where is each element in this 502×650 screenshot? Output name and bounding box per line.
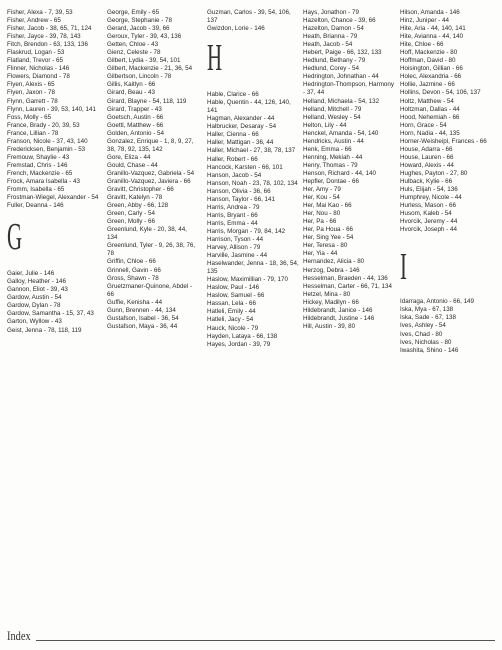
index-entry: House, Adarra - 66 (400, 145, 453, 153)
index-entry: Hancock, Karsten - 66, 101 (207, 163, 283, 171)
index-column-3 (207, 9, 299, 349)
index-entry: Henry, Thomas - 79 (303, 161, 358, 169)
index-entry: Gardow, Samantha - 15, 37, 43 (7, 310, 94, 318)
index-entry: Hvorcik, Jeremy - 44 (400, 218, 458, 226)
index-entry: Hagman, Alexander - 44 (207, 115, 275, 123)
footer-index-label: Index (7, 628, 31, 643)
index-entry: Heath, Jacob - 54 (303, 41, 353, 49)
index-entry: Harvey, Allison - 79 (207, 244, 261, 252)
index-entry: Hays, Jonathon - 79 (303, 9, 359, 16)
index-entry: Harville, Jasmine - 44 (207, 252, 268, 260)
index-entry: Flynn, Lauren - 39, 53, 140, 141 (7, 105, 96, 113)
index-entry: Iwashita, Shino - 146 (400, 346, 459, 354)
index-entry: Hvorcik, Joseph - 44 (400, 226, 457, 234)
index-column-1 (7, 9, 99, 335)
index-column-4 (303, 9, 395, 331)
index-entry: Gienz, Celeste - 78 (107, 49, 161, 57)
index-entry: Her, Yia - 44 (303, 250, 338, 258)
index-entry: Gardow, Dylan - 78 (7, 302, 61, 310)
index-entry: George, Emily - 65 (107, 9, 160, 16)
index-entry: Hite, Aria - 44, 140, 141 (400, 25, 466, 33)
index-entry: Goetsch, Austin - 66 (107, 113, 164, 121)
index-entry: Hetzel, Mina - 80 (303, 290, 351, 298)
index-entry: George, Stephanie - 78 (107, 17, 172, 25)
index-entry: Gross, Shawn - 78 (107, 274, 159, 282)
index-entry: Iska, Sade - 67, 138 (400, 314, 456, 322)
index-entry: Howard, Alexis - 44 (400, 161, 454, 169)
index-entry: Girard, Beau - 43 (107, 89, 155, 97)
index-entry: French, Mackenzie - 65 (7, 169, 73, 177)
index-entry: Fitch, Brendon - 63, 133, 136 (7, 41, 88, 49)
index-entry: Hesselman, Carter - 66, 71, 134 (303, 282, 392, 290)
index-entry: Holtzman, Dallas - 44 (400, 105, 460, 113)
index-entry: Henning, Mekiah - 44 (303, 153, 363, 161)
index-entry: Haller, Mattigan - 36, 44 (207, 139, 274, 147)
index-entry: Gaier, Julie - 146 (7, 270, 55, 278)
index-entry: Halbrucker, Desaray - 54 (207, 123, 277, 131)
index-entry: Getten, Chloe - 43 (107, 41, 159, 49)
index-entry: Hayden, Lataya - 66, 138 (207, 332, 278, 340)
index-entry: Hernandez, Alicia - 80 (303, 258, 365, 266)
index-entry: Humphrey, Nicole - 44 (400, 194, 462, 202)
index-entry: Holec, Alexandria - 66 (400, 73, 462, 81)
index-entry: Granillo-Vazquez, Javiera - 66 (107, 177, 191, 185)
index-entry: France, Lillian - 78 (7, 129, 59, 137)
footer-rule (36, 640, 495, 641)
index-entry: Hassan, Lela - 66 (207, 300, 256, 308)
index-entry: Fuller, Deanna - 146 (7, 202, 64, 210)
index-entry: Hepfler, Dontae - 66 (303, 177, 359, 185)
index-entry: Henckel, Amanda - 54, 140 (303, 129, 379, 137)
index-entry: Hedrington, Johnathan - 44 (303, 73, 379, 81)
index-entry: Haslow, Maximillian - 79, 170 (207, 276, 288, 284)
index-entry: Hood, Nehemiah - 66 (400, 113, 460, 121)
index-entry: Hauck, Nicole - 79 (207, 324, 259, 332)
index-entry: Heath, Brianna - 79 (303, 33, 358, 41)
index-entry: Hedlund, Bethany - 79 (303, 57, 366, 65)
index-entry: Fremouw, Shaylie - 43 (7, 153, 70, 161)
index-entry: Hinz, Juniper - 44 (400, 17, 449, 25)
index-entry: Hill, Austin - 39, 80 (303, 322, 356, 330)
index-entry: Harris, Morgan - 79, 84, 142 (207, 227, 286, 235)
index-entry: Gruetzmaner-Quinone, Abdel - 66 (107, 282, 193, 298)
index-entry: Flinner, Nicholas - 146 (7, 65, 70, 73)
index-entry: Greenlund, Kyle - 20, 38, 44, 134 (107, 226, 187, 242)
index-entry: Her, Mai Kao - 66 (303, 202, 352, 210)
index-entry: Iska, Mya - 67, 138 (400, 306, 454, 314)
index-entry: Haslow, Samuel - 66 (207, 292, 265, 300)
index-entry: Hanson, Jacob - 54 (207, 171, 262, 179)
index-entry: Hulback, Kylie - 66 (400, 177, 453, 185)
index-entry: Gunn, Brennen - 44, 134 (107, 306, 176, 314)
index-entry: Gilbert, Lydia - 39, 54, 101 (107, 57, 181, 65)
index-entry: Green, Carly - 54 (107, 210, 155, 218)
index-entry: Guffie, Kenisha - 44 (107, 298, 163, 306)
index-entry: Gillis, Kaitlyn - 66 (107, 81, 156, 89)
index-entry: Gilbert, Mackenzie - 21, 36, 54 (107, 65, 193, 73)
index-entry: Flyen, Alexis - 65 (7, 81, 55, 89)
index-entry: Haselwander, Jenna - 18, 36, 54, 135 (207, 260, 299, 276)
index-entry: Gonzalez, Enrique - 1, 8, 9, 27, 38, 78, 92, 135, 142 (107, 137, 194, 153)
index-entry: Granillo-Vazquez, Gabriela - 54 (107, 169, 195, 177)
index-entry: Girard, Trapper - 43 (107, 105, 162, 113)
index-entry: Haller, Robert - 66 (207, 155, 258, 163)
index-entry: Haller, Cienna - 66 (207, 131, 259, 139)
index-entry: Geist, Jenna - 78, 118, 119 (7, 326, 82, 334)
index-entry: Flyen, Jaxon - 78 (7, 89, 55, 97)
index-entry: Ives, Nicholas - 80 (400, 338, 452, 346)
index-entry: Holtz, Matthew - 54 (400, 97, 454, 105)
index-entry: Foss, Molly - 65 (7, 113, 52, 121)
index-entry: Galloy, Heather - 146 (7, 278, 66, 286)
index-entry: Her, Teresa - 80 (303, 242, 348, 250)
index-entry: Fisher, Andrew - 65 (7, 17, 61, 25)
section-letter-i: I (400, 246, 407, 289)
index-entry: Geroux, Tyler - 39, 43, 136 (107, 33, 182, 41)
index-entry: Griffin, Chloe - 66 (107, 258, 156, 266)
index-entry: Hoffman, David - 80 (400, 57, 456, 65)
index-entry: Gould, Chase - 44 (107, 161, 158, 169)
index-entry: Her, Pa - 66 (303, 218, 337, 226)
index-entry: Gore, Eliza - 44 (107, 153, 151, 161)
index-entry: Horn, Grace - 54 (400, 121, 447, 129)
index-entry: Her, Amy - 79 (303, 186, 341, 194)
index-entry: Flatland, Trevor - 65 (7, 57, 63, 65)
index-entry: Girard, Blayne - 54, 118, 119 (107, 97, 187, 105)
index-entry: Hoisington, Gillian - 66 (400, 65, 463, 73)
index-entry: Hite, Avianna - 44, 140 (400, 33, 464, 41)
index-entry: Hollins, Devon - 54, 106, 137 (400, 89, 481, 97)
index-entry: Hilson, Amanda - 146 (400, 9, 460, 16)
index-entry: Ives, Chad - 80 (400, 330, 443, 338)
index-entry: Grinnell, Gavin - 66 (107, 266, 161, 274)
index-entry: Hazelton, Chance - 39, 66 (303, 17, 376, 25)
index-entry: Hable, Quentin - 44, 126, 140, 141 (207, 99, 291, 115)
index-entry: Fisher, Alexa - 7, 39, 53 (7, 9, 73, 16)
index-entry: Idarraga, Antonio - 66, 149 (400, 298, 475, 306)
index-entry: Hite, Chloe - 66 (400, 41, 444, 49)
index-entry: Hanson, Olivia - 36, 66 (207, 187, 271, 195)
index-entry: Fisher, Jayce - 39, 78, 143 (7, 33, 81, 41)
index-entry: Husom, Kaleb - 54 (400, 210, 452, 218)
index-entry: Flowers, Diamond - 78 (7, 73, 70, 81)
index-entry: Haslow, Paul - 146 (207, 284, 260, 292)
index-entry: Gravitt, Katelyn - 78 (107, 194, 163, 202)
index-entry: Hollie, Jazmine - 66 (400, 81, 455, 89)
index-entry: Horn, Nadia - 44, 135 (400, 129, 460, 137)
index-entry: Flynn, Garrett - 78 (7, 97, 58, 105)
section-letter-g: G (7, 216, 23, 259)
index-entry: Hildebrandt, Janice - 146 (303, 306, 373, 314)
index-entry: Hanson, Taylor - 66, 141 (207, 195, 275, 203)
index-entry: Goettl, Matthew - 66 (107, 121, 164, 129)
index-entry: Hazelton, Damon - 54 (303, 25, 364, 33)
index-entry: Harris, Andrea - 79 (207, 203, 260, 211)
index-entry: Green, Molly - 66 (107, 218, 155, 226)
index-entry: Golden, Antonio - 54 (107, 129, 164, 137)
index-entry: France, Brady - 20, 39, 53 (7, 121, 80, 129)
index-column-2 (107, 9, 199, 331)
index-entry: Gustafson, Isabel - 36, 54 (107, 314, 179, 322)
index-entry: Hughes, Payton - 27, 80 (400, 169, 468, 177)
index-entry: Franson, Nicole - 37, 43, 140 (7, 137, 88, 145)
index-entry: House, Lauren - 66 (400, 153, 454, 161)
index-entry: Hedrington-Thompson, Harmony - 37, 44 (303, 81, 395, 97)
index-entry: Her, Kou - 54 (303, 194, 340, 202)
index-entry: Her, Pa Houa - 66 (303, 226, 354, 234)
index-entry: Ives, Ashley - 54 (400, 322, 446, 330)
index-entry: Greenlund, Tyler - 9, 26, 38, 76, 78 (107, 242, 196, 258)
index-entry: Gilbertson, Lincoln - 78 (107, 73, 172, 81)
index-entry: Fremstad, Chris - 146 (7, 161, 68, 169)
index-entry: Harrison, Tyson - 44 (207, 235, 264, 243)
index-entry: Gravitt, Christopher - 66 (107, 186, 174, 194)
index-entry: Frock, Amara Isabella - 43 (7, 177, 80, 185)
index-entry: Hanson, Noah - 23, 78, 102, 134 (207, 179, 298, 187)
index-entry: Flaskrud, Logan - 53 (7, 49, 65, 57)
index-column-5 (400, 9, 492, 355)
index-entry: Gustafson, Maya - 36, 44 (107, 322, 178, 330)
index-entry: Haller, Michael - 27, 38, 78, 137 (207, 147, 296, 155)
index-entry: Green, Abby - 66, 128 (107, 202, 169, 210)
index-entry: Hendricks, Austin - 44 (303, 137, 364, 145)
index-entry: Harris, Emma - 44 (207, 219, 258, 227)
index-entry: Henk, Emma - 66 (303, 145, 352, 153)
index-entry: Henson, Richard - 44, 140 (303, 169, 376, 177)
section-letter-h: H (207, 37, 223, 80)
index-entry: Hebert, Paige - 66, 132, 133 (303, 49, 382, 57)
index-entry: Herzog, Debra - 146 (303, 266, 360, 274)
index-entry: Hesselman, Braeden - 44, 136 (303, 274, 388, 282)
index-entry: Gardow, Austin - 54 (7, 294, 62, 302)
index-entry: Fredericksen, Benjamin - 53 (7, 145, 86, 153)
index-entry: Hurless, Mason - 66 (400, 202, 456, 210)
index-entry: Hoff, Mackenzie - 80 (400, 49, 458, 57)
index-entry: Horner-Weisheipl, Frances - 66 (400, 137, 487, 145)
index-entry: Hayes, Jordan - 39, 79 (207, 340, 271, 348)
index-entry: Huls, Elijah - 54, 136 (400, 186, 458, 194)
index-entry: Helland, Michaela - 54, 132 (303, 97, 380, 105)
index-entry: Fromm, Isabella - 65 (7, 186, 65, 194)
index-entry: Her, Nou - 80 (303, 210, 341, 218)
index-entry: Hickey, Madilyn - 66 (303, 298, 359, 306)
index-entry: Gannon, Eliot - 39, 43 (7, 286, 68, 294)
index-entry: Hable, Clarice - 66 (207, 91, 259, 99)
index-entry: Hildebrandt, Justine - 146 (303, 314, 375, 322)
index-entry: Helland, Mitchell - 79 (303, 105, 362, 113)
index-entry: Fisher, Jacob - 38, 65, 71, 124 (7, 25, 92, 33)
index-entry: Helton, Lily - 44 (303, 121, 347, 129)
index-entry: Helland, Wesley - 54 (303, 113, 361, 121)
index-entry: Guzman, Carlos - 39, 54, 106, 137 (207, 9, 291, 25)
index-entry: Her, Sing Yee - 54 (303, 234, 354, 242)
index-entry: Hatleli, Emily - 44 (207, 308, 256, 316)
index-entry: Hatleli, Jacy - 54 (207, 316, 254, 324)
index-entry: Harris, Bryant - 66 (207, 211, 258, 219)
index-entry: Garton, Wyllow - 43 (7, 318, 62, 326)
index-entry: Hedlund, Corey - 54 (303, 65, 359, 73)
index-entry: Frostman-Wiegel, Alexander - 54 (7, 194, 99, 202)
index-entry: Gerard, Jacob - 39, 66 (107, 25, 170, 33)
index-entry: Gwizdon, Lorie - 146 (207, 25, 265, 33)
